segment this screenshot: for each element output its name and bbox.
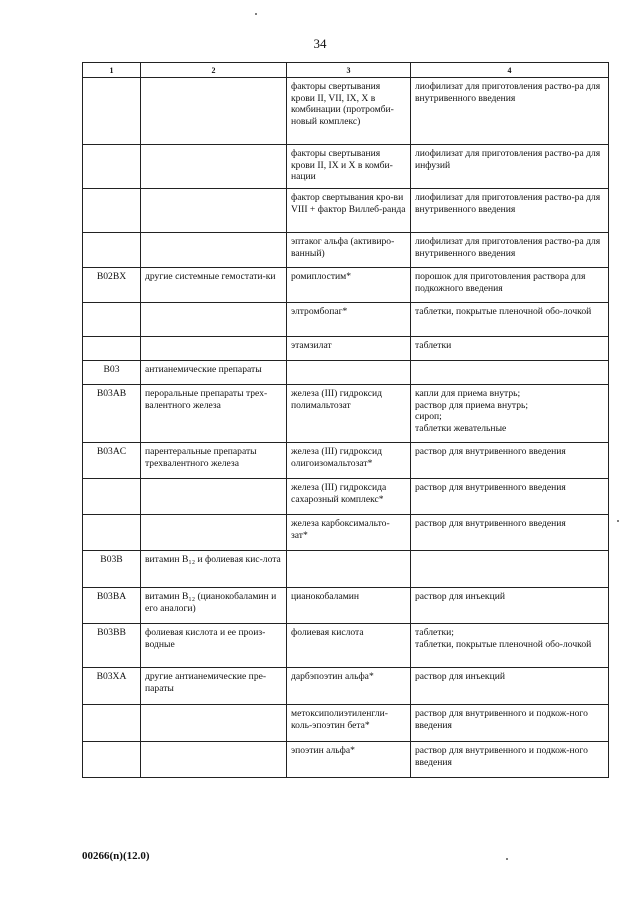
column-header: 2 [141,63,287,78]
table-row [83,624,609,668]
table-row [83,551,609,588]
dosage-form-cell: лиофилизат для приготовления раство-ра для внутривенного введения [411,78,609,145]
dosage-form-cell: таблетки; таблетки, покрытые пленочной обо-лочкой [411,624,609,668]
code-cell: B03 [83,361,141,385]
group-cell: антианемические препараты [141,361,287,385]
substance-cell [287,361,411,385]
group-cell: парентеральные препараты трехвалентного железа [141,443,287,479]
table-row [83,515,609,551]
table-row [83,443,609,479]
substance-cell: эптаког альфа (активиро-ванный) [287,233,411,268]
code-cell: B03AB [83,385,141,443]
scan-speck [617,520,619,522]
dosage-form-cell: раствор для инъекций [411,668,609,705]
code-cell [83,337,141,361]
code-cell: B03BA [83,588,141,624]
code-cell [83,705,141,742]
group-cell [141,145,287,189]
dosage-form-cell: капли для приема внутрь; раствор для приема внутрь; сироп; таблетки жевательные [411,385,609,443]
substance-cell: железа карбоксимальто-зат* [287,515,411,551]
dosage-form-cell: таблетки [411,337,609,361]
group-cell [141,337,287,361]
group-cell [141,515,287,551]
dosage-form-cell: лиофилизат для приготовления раство-ра для внутривенного введения [411,233,609,268]
page-number: 34 [313,36,327,51]
substance-cell: этамзилат [287,337,411,361]
scan-speck [506,858,508,860]
code-cell [83,303,141,337]
column-header: 1 [83,63,141,78]
dosage-form-cell: раствор для внутривенного введения [411,515,609,551]
document-footer-code: 00266(n)(12.0) [82,850,150,862]
dosage-form-cell: раствор для внутривенного введения [411,443,609,479]
group-cell [141,705,287,742]
group-cell [141,479,287,515]
group-cell: другие антианемические пре-параты [141,668,287,705]
scan-speck [255,13,257,15]
table-row [83,588,609,624]
table-row [83,303,609,337]
table-row [83,233,609,268]
substance-cell: элтромбопаг* [287,303,411,337]
table-row [83,361,609,385]
substance-cell: железа (III) гидроксида сахарозный комплекс* [287,479,411,515]
substance-cell: фактор свертывания кро-ви VIII + фактор Виллеб-ранда [287,189,411,233]
substance-cell: метоксиполиэтиленгли-коль-эпоэтин бета* [287,705,411,742]
table-row [83,268,609,303]
table-row [83,479,609,515]
substance-cell: железа (III) гидроксид олигоизомальтозат* [287,443,411,479]
table-row [83,668,609,705]
code-cell: B03BB [83,624,141,668]
code-cell [83,78,141,145]
code-cell [83,515,141,551]
code-cell [83,479,141,515]
code-cell [83,742,141,778]
substance-cell: ромиплостим* [287,268,411,303]
dosage-form-cell [411,551,609,588]
group-cell: фолиевая кислота и ее произ-водные [141,624,287,668]
code-cell: B02BX [83,268,141,303]
column-header: 3 [287,63,411,78]
table-header-row [83,63,609,78]
table-row [83,145,609,189]
code-cell: B03XA [83,668,141,705]
table-row [83,78,609,145]
table-row [83,385,609,443]
table-row [83,189,609,233]
group-cell [141,303,287,337]
table-row [83,337,609,361]
group-cell [141,233,287,268]
code-cell [83,145,141,189]
group-cell: витамин B₁₂ и фолиевая кис-лота [141,551,287,588]
group-cell [141,742,287,778]
table-row [83,705,609,742]
substance-cell [287,551,411,588]
table-body [83,78,609,778]
dosage-form-cell: раствор для инъекций [411,588,609,624]
substance-cell: железа (III) гидроксид полимальтозат [287,385,411,443]
group-cell: пероральные препараты трех-валентного железа [141,385,287,443]
substance-cell: эпоэтин альфа* [287,742,411,778]
substance-cell: факторы свертывания крови II, IX и X в комби-нации [287,145,411,189]
code-cell [83,233,141,268]
dosage-form-cell: раствор для внутривенного и подкож-ного введения [411,705,609,742]
dosage-form-cell: таблетки, покрытые пленочной обо-лочкой [411,303,609,337]
dosage-form-cell: порошок для приготовления раствора для подкожного введения [411,268,609,303]
dosage-form-cell: раствор для внутривенного введения [411,479,609,515]
dosage-form-cell: лиофилизат для приготовления раство-ра для инфузий [411,145,609,189]
group-cell: витамин B₁₂ (цианокобаламин и его аналоги) [141,588,287,624]
dosage-form-cell: раствор для внутривенного и подкож-ного введения [411,742,609,778]
table-row [83,742,609,778]
code-cell: B03AC [83,443,141,479]
substance-cell: дарбэпоэтин альфа* [287,668,411,705]
code-cell [83,189,141,233]
substance-cell: факторы свертывания крови II, VII, IX, X в комбинации (протромби-новый комплекс) [287,78,411,145]
column-header: 4 [411,63,609,78]
dosage-form-cell [411,361,609,385]
substance-cell: цианокобаламин [287,588,411,624]
group-cell: другие системные гемостати-ки [141,268,287,303]
group-cell [141,189,287,233]
drug-table [82,62,609,778]
group-cell [141,78,287,145]
code-cell: B03B [83,551,141,588]
dosage-form-cell: лиофилизат для приготовления раство-ра для внутривенного введения [411,189,609,233]
substance-cell: фолиевая кислота [287,624,411,668]
